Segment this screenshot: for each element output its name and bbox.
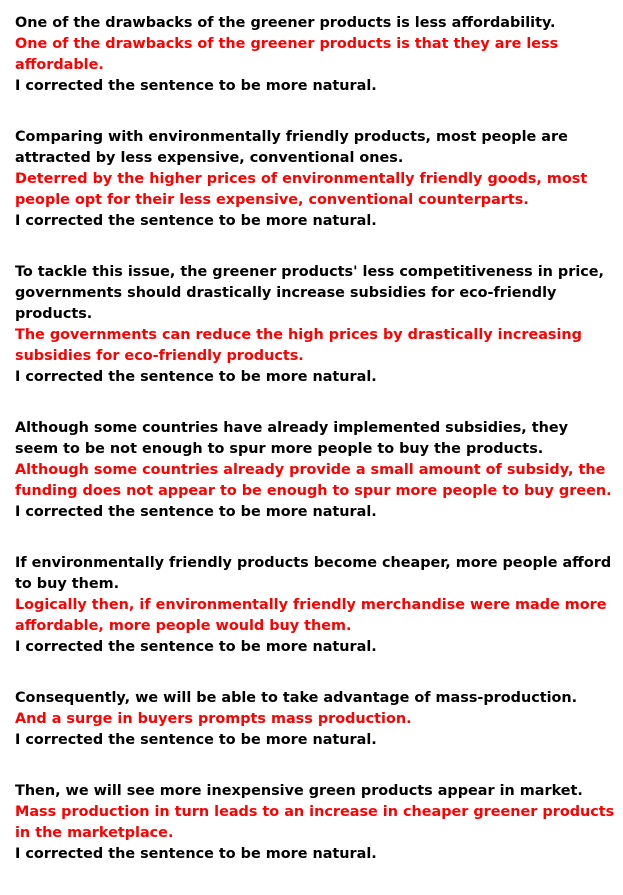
corrected-sentence: One of the drawbacks of the greener products is that they are less affordable. [15, 36, 559, 73]
original-sentence: Then, we will see more inexpensive green products appear in market. [15, 783, 583, 799]
correction-entry-2 [15, 127, 615, 232]
correction-comment: I corrected the sentence to be more natural. [15, 732, 377, 748]
original-sentence: Consequently, we will be able to take advantage of mass-production. [15, 690, 578, 706]
corrected-sentence: Logically then, if environmentally friendly merchandise were made more affordable, more people would buy them. [15, 597, 607, 634]
correction-comment: I corrected the sentence to be more natural. [15, 369, 377, 385]
corrected-sentence: The governments can reduce the high prices by drastically increasing subsidies for eco-friendly products. [15, 327, 582, 364]
corrected-sentence: And a surge in buyers prompts mass production. [15, 711, 412, 727]
corrected-sentence: Mass production in turn leads to an increase in cheaper greener products in the marketplace. [15, 804, 615, 841]
correction-comment: I corrected the sentence to be more natural. [15, 504, 377, 520]
correction-entry-5 [15, 553, 615, 658]
correction-entry-7 [15, 781, 615, 865]
correction-comment: I corrected the sentence to be more natural. [15, 639, 377, 655]
original-sentence: If environmentally friendly products become cheaper, more people afford to buy them. [15, 555, 612, 592]
corrected-sentence: Although some countries already provide a small amount of subsidy, the funding does not appear to be enough to spur more people to buy green. [15, 462, 612, 499]
corrected-sentence: Deterred by the higher prices of environmentally friendly goods, most people opt for their less expensive, conventional counterparts. [15, 171, 588, 208]
correction-entry-6 [15, 688, 615, 751]
original-sentence: One of the drawbacks of the greener products is less affordability. [15, 15, 556, 31]
original-sentence: Comparing with environmentally friendly products, most people are attracted by less expensive, conventional ones. [15, 129, 568, 166]
correction-entry-1 [15, 13, 615, 97]
correction-entry-4 [15, 418, 615, 523]
original-sentence: Although some countries have already implemented subsidies, they seem to be not enough to spur more people to buy the products. [15, 420, 569, 457]
original-sentence: To tackle this issue, the greener products' less competitiveness in price, governments should drastically increase subsidies for eco-friendly products. [15, 264, 605, 322]
correction-comment: I corrected the sentence to be more natural. [15, 213, 377, 229]
correction-document [15, 13, 615, 895]
correction-comment: I corrected the sentence to be more natural. [15, 78, 377, 94]
correction-entry-3 [15, 262, 615, 388]
correction-comment: I corrected the sentence to be more natural. [15, 846, 377, 862]
